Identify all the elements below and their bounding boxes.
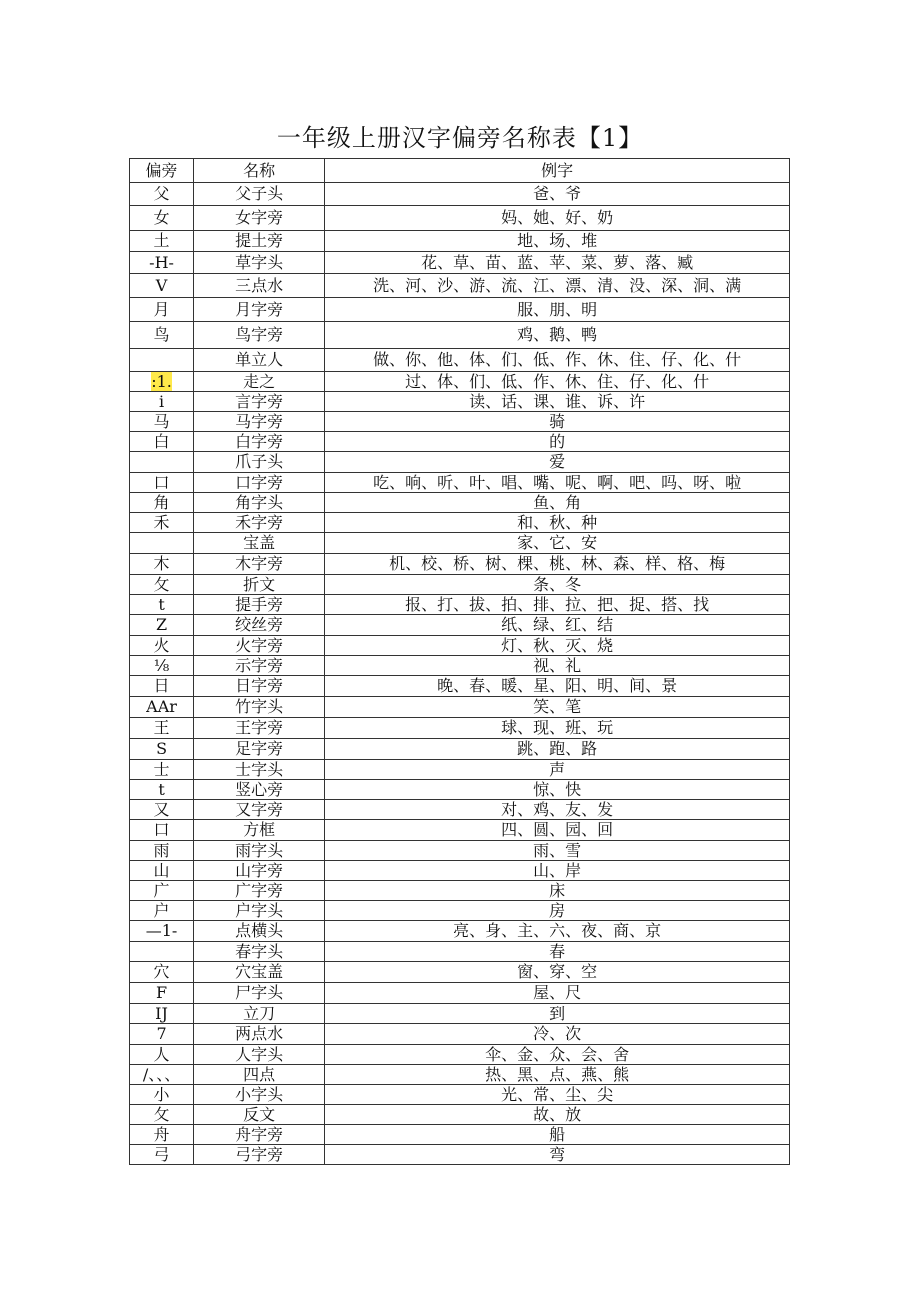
example-characters-cell: 船 [325, 1125, 790, 1145]
radical-text: 火 [153, 635, 170, 655]
table-row [130, 1065, 790, 1085]
radical-text: F [155, 983, 168, 1002]
example-characters-cell: 球、现、班、玩 [325, 718, 790, 739]
table-row [130, 718, 790, 739]
radical-name-cell: 穴宝盖 [194, 962, 325, 983]
example-characters-cell: 读、话、课、谁、诉、许 [325, 392, 790, 412]
radical-text: 父 [153, 184, 170, 203]
example-characters-cell: 机、校、桥、树、棵、桃、林、森、样、格、梅 [325, 554, 790, 575]
table-row [130, 372, 790, 392]
example-characters-cell: 窗、穿、空 [325, 962, 790, 983]
radical-cell [130, 252, 194, 274]
example-characters-cell: 鱼、角 [325, 493, 790, 513]
radical-cell [130, 676, 194, 697]
radical-name-cell: 女字旁 [194, 206, 325, 231]
example-characters-cell: 爱 [325, 452, 790, 473]
example-characters-cell: 山、岸 [325, 861, 790, 881]
table-row [130, 1145, 790, 1165]
radical-name-cell: 火字旁 [194, 636, 325, 656]
radical-name-cell: 户字头 [194, 901, 325, 921]
example-characters-cell: 视、礼 [325, 656, 790, 676]
radical-cell [130, 1105, 194, 1125]
radical-text: 小 [153, 1084, 170, 1104]
example-characters-cell: 春 [325, 942, 790, 962]
radical-name-cell: 弓字旁 [194, 1145, 325, 1165]
radical-name-cell: 点横头 [194, 921, 325, 942]
radical-name-cell: 木字旁 [194, 554, 325, 575]
table-row [130, 1125, 790, 1145]
example-characters-cell: 声 [325, 760, 790, 780]
radical-cell [130, 1004, 194, 1024]
table-row [130, 432, 790, 452]
example-characters-cell: 和、秋、种 [325, 513, 790, 533]
table-row [130, 962, 790, 983]
radical-cell [130, 760, 194, 780]
radical-name-cell: 立刀 [194, 1004, 325, 1024]
example-characters-cell: 光、常、尘、尖 [325, 1085, 790, 1105]
header-examples: 例字 [325, 159, 790, 183]
radical-text: IJ [155, 1003, 168, 1023]
table-row [130, 1024, 790, 1045]
radical-text: S [156, 739, 168, 758]
radical-cell [130, 820, 194, 841]
radical-cell [130, 533, 194, 554]
radical-cell [130, 595, 194, 615]
radical-cell [130, 473, 194, 493]
table-row [130, 780, 790, 800]
radical-name-cell: 马字旁 [194, 412, 325, 432]
radical-cell [130, 231, 194, 252]
table-row [130, 183, 790, 206]
radical-name-cell: 日字旁 [194, 676, 325, 697]
example-characters-cell: 惊、快 [325, 780, 790, 800]
example-characters-cell: 床 [325, 881, 790, 901]
radical-text: t [158, 779, 165, 799]
radical-cell [130, 861, 194, 881]
radical-text: 口 [153, 472, 170, 492]
radical-text: 穴 [153, 962, 170, 981]
radical-text: V [155, 275, 168, 295]
radical-name-cell: 春字头 [194, 942, 325, 962]
example-characters-cell: 四、圆、园、回 [325, 820, 790, 841]
radical-name-cell: 提手旁 [194, 595, 325, 615]
example-characters-cell: 纸、绿、红、结 [325, 615, 790, 636]
radical-cell [130, 493, 194, 513]
table-row [130, 392, 790, 412]
radical-name-cell: 禾字旁 [194, 513, 325, 533]
radical-text: 角 [153, 492, 170, 512]
radical-text: 口 [153, 820, 170, 839]
radical-text: 人 [153, 1044, 170, 1064]
radical-cell [130, 1024, 194, 1045]
radical-name-cell: 月字旁 [194, 298, 325, 322]
radical-text: 月 [153, 299, 170, 319]
radical-cell [130, 432, 194, 452]
example-characters-cell: 笑、笔 [325, 697, 790, 718]
radical-name-cell: 白字旁 [194, 432, 325, 452]
table-row [130, 881, 790, 901]
table-row [130, 760, 790, 780]
table-row [130, 1085, 790, 1105]
table-row [130, 921, 790, 942]
radical-name-cell: 足字旁 [194, 739, 325, 760]
example-characters-cell: 晚、春、暖、星、阳、明、间、景 [325, 676, 790, 697]
example-characters-cell: 伞、金、众、会、舍 [325, 1045, 790, 1065]
radical-name-cell: 示字旁 [194, 656, 325, 676]
table-row [130, 676, 790, 697]
table-row [130, 252, 790, 274]
radical-cell [130, 183, 194, 206]
radical-name-cell: 广字旁 [194, 881, 325, 901]
radical-name-cell: 方框 [194, 820, 325, 841]
table-row [130, 298, 790, 322]
radical-name-cell: 父子头 [194, 183, 325, 206]
example-characters-cell: 洗、河、沙、游、流、江、漂、清、没、深、洞、满 [325, 274, 790, 298]
radical-name-cell: 王字旁 [194, 718, 325, 739]
radical-text: —1- [145, 921, 178, 940]
table-row [130, 1004, 790, 1024]
table-row [130, 942, 790, 962]
table-row [130, 533, 790, 554]
table-row [130, 697, 790, 718]
radical-name-cell: 士字头 [194, 760, 325, 780]
radical-text: /、、、 [142, 1064, 181, 1084]
radical-cell [130, 1045, 194, 1065]
table-body [130, 183, 790, 1165]
radical-name-cell: 角字头 [194, 493, 325, 513]
radical-name-cell: 竖心旁 [194, 780, 325, 800]
radical-name-cell: 言字旁 [194, 392, 325, 412]
radical-text: 7 [156, 1024, 167, 1043]
radical-cell [130, 1145, 194, 1165]
radical-text: :1. [151, 371, 172, 391]
table-row [130, 901, 790, 921]
example-characters-cell: 房 [325, 901, 790, 921]
radical-cell [130, 983, 194, 1004]
example-characters-cell: 跳、跑、路 [325, 739, 790, 760]
radical-text: AAr [146, 697, 177, 716]
example-characters-cell: 妈、她、好、奶 [325, 206, 790, 231]
radical-cell [130, 554, 194, 575]
radical-name-cell: 宝盖 [194, 533, 325, 554]
radical-name-cell: 两点水 [194, 1024, 325, 1045]
radical-cell [130, 800, 194, 820]
example-characters-cell: 条、冬 [325, 575, 790, 595]
radical-cell [130, 1085, 194, 1105]
example-characters-cell: 地、场、堆 [325, 231, 790, 252]
radical-cell [130, 1065, 194, 1085]
radical-text: Z [155, 615, 168, 634]
radical-cell [130, 739, 194, 760]
table-row [130, 636, 790, 656]
example-characters-cell: 做、你、他、体、们、低、作、休、住、仔、化、什 [325, 349, 790, 372]
table-row [130, 841, 790, 861]
table-row [130, 473, 790, 493]
radical-name-cell: 草字头 [194, 252, 325, 274]
radical-name-cell: 尸字头 [194, 983, 325, 1004]
radical-text: 士 [153, 759, 170, 779]
radical-cell [130, 656, 194, 676]
radical-cell [130, 349, 194, 372]
radical-cell [130, 392, 194, 412]
example-characters-cell: 雨、雪 [325, 841, 790, 861]
table-row [130, 274, 790, 298]
example-characters-cell: 骑 [325, 412, 790, 432]
radical-cell [130, 206, 194, 231]
example-characters-cell: 花、草、苗、蓝、苹、菜、萝、落、臧 [325, 252, 790, 274]
example-characters-cell: 的 [325, 432, 790, 452]
example-characters-cell: 吃、响、听、叶、唱、嘴、呢、啊、吧、吗、呀、啦 [325, 473, 790, 493]
radical-name-cell: 山字旁 [194, 861, 325, 881]
radical-cell [130, 718, 194, 739]
radical-cell [130, 452, 194, 473]
radical-name-cell: 口字旁 [194, 473, 325, 493]
radical-text: 日 [153, 676, 170, 695]
radical-name-cell: 竹字头 [194, 697, 325, 718]
radical-text: 户 [153, 900, 170, 920]
table-row [130, 493, 790, 513]
example-characters-cell: 热、黑、点、燕、熊 [325, 1065, 790, 1085]
table-row [130, 800, 790, 820]
radical-cell [130, 412, 194, 432]
table-row [130, 820, 790, 841]
example-characters-cell: 弯 [325, 1145, 790, 1165]
radical-cell [130, 881, 194, 901]
radical-cell [130, 636, 194, 656]
radical-cell [130, 841, 194, 861]
example-characters-cell: 对、鸡、友、发 [325, 800, 790, 820]
radical-cell [130, 1125, 194, 1145]
table-row [130, 739, 790, 760]
radical-name-cell: 又字旁 [194, 800, 325, 820]
radical-cell [130, 962, 194, 983]
example-characters-cell: 家、它、安 [325, 533, 790, 554]
header-name: 名称 [194, 159, 325, 183]
radical-name-cell: 爪子头 [194, 452, 325, 473]
radical-name-cell: 鸟字旁 [194, 322, 325, 349]
table-row [130, 861, 790, 881]
table-row [130, 231, 790, 252]
radical-name-cell: 反文 [194, 1105, 325, 1125]
radical-text: 木 [153, 554, 170, 573]
radical-name-cell: 舟字旁 [194, 1125, 325, 1145]
radical-name-cell: 折文 [194, 575, 325, 595]
radical-text: 土 [153, 231, 170, 250]
example-characters-cell: 故、放 [325, 1105, 790, 1125]
radical-text: 弓 [153, 1144, 170, 1164]
radical-text: 鸟 [153, 325, 170, 344]
radical-cell [130, 921, 194, 942]
example-characters-cell: 过、体、们、低、作、休、住、仔、化、什 [325, 372, 790, 392]
page-title: 一年级上册汉字偏旁名称表【1】 [276, 124, 644, 152]
radical-text: 雨 [153, 840, 170, 860]
radical-text: 马 [153, 411, 170, 431]
radical-text: 攵 [153, 1104, 170, 1124]
radical-name-cell: 单立人 [194, 349, 325, 372]
table-row [130, 595, 790, 615]
table-row [130, 1045, 790, 1065]
radical-text: t [158, 594, 165, 614]
radical-text: 广 [153, 880, 170, 900]
example-characters-cell: 亮、身、主、六、夜、商、京 [325, 921, 790, 942]
radical-name-cell: 提土旁 [194, 231, 325, 252]
radical-cell [130, 575, 194, 595]
radical-cell [130, 780, 194, 800]
table-row [130, 1105, 790, 1125]
example-characters-cell: 冷、次 [325, 1024, 790, 1045]
example-characters-cell: 灯、秋、灭、烧 [325, 636, 790, 656]
radical-cell [130, 615, 194, 636]
radical-cell [130, 697, 194, 718]
radical-cell [130, 322, 194, 349]
radical-text: 王 [153, 718, 170, 737]
table-row [130, 656, 790, 676]
radical-text: 又 [153, 799, 170, 819]
radical-name-cell: 雨字头 [194, 841, 325, 861]
radical-text: 山 [153, 860, 170, 880]
radical-text: 白 [153, 431, 170, 451]
table-row [130, 615, 790, 636]
table-row [130, 452, 790, 473]
table-row [130, 412, 790, 432]
radical-cell [130, 372, 194, 392]
radical-name-cell: 小字头 [194, 1085, 325, 1105]
table-row [130, 349, 790, 372]
example-characters-cell: 爸、爷 [325, 183, 790, 206]
table-row [130, 983, 790, 1004]
table-row [130, 206, 790, 231]
table-row [130, 322, 790, 349]
header-radical: 偏旁 [130, 159, 194, 183]
example-characters-cell: 服、朋、明 [325, 298, 790, 322]
radical-name-cell: 绞丝旁 [194, 615, 325, 636]
table-header-row [130, 159, 790, 183]
radical-table [129, 158, 790, 1165]
example-characters-cell: 屋、尺 [325, 983, 790, 1004]
radical-text: ⅛ [153, 655, 170, 675]
radical-cell [130, 513, 194, 533]
example-characters-cell: 鸡、鹅、鸭 [325, 322, 790, 349]
radical-text: 攵 [153, 574, 170, 594]
radical-text: 女 [153, 208, 170, 227]
table-row [130, 554, 790, 575]
radical-name-cell: 人字头 [194, 1045, 325, 1065]
table-row [130, 575, 790, 595]
radical-text: 舟 [153, 1124, 170, 1144]
table-row [130, 513, 790, 533]
radical-name-cell: 走之 [194, 372, 325, 392]
radical-text: 禾 [153, 512, 170, 532]
example-characters-cell: 到 [325, 1004, 790, 1024]
radical-cell [130, 274, 194, 298]
example-characters-cell: 报、打、拔、拍、排、拉、把、捉、搭、找 [325, 595, 790, 615]
radical-cell [130, 298, 194, 322]
radical-name-cell: 三点水 [194, 274, 325, 298]
radical-text: i [158, 391, 165, 411]
radical-text: -H- [149, 252, 174, 272]
radical-name-cell: 四点 [194, 1065, 325, 1085]
radical-cell [130, 901, 194, 921]
radical-cell [130, 942, 194, 962]
